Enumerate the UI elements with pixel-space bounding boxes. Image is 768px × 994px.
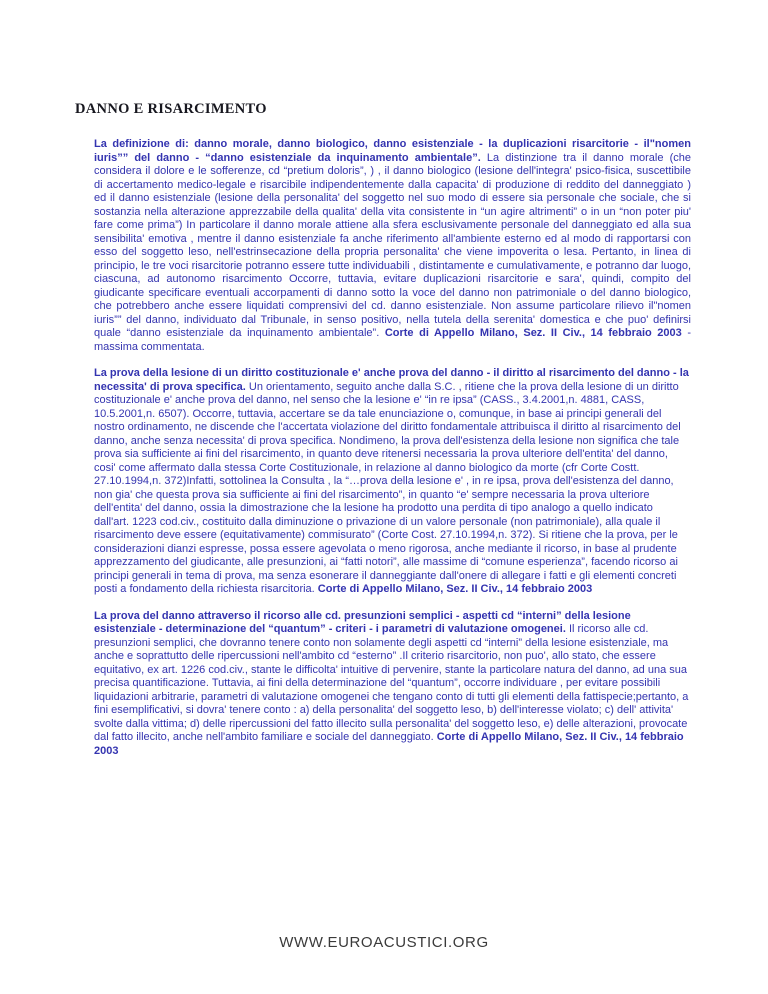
paragraph-text: Un orientamento, seguito anche dalla S.C. , ritiene che la prova della lesione di un diritto costituzionale e' anche prova del danno, nel senso che la lesione e' “in re ipsa” (CASS., 3.4.2001,n. 4881, CASS, 10.5.2001,n. 6507). Occorre, tuttavia, accertare se da tale enunciazione o, comunque, in base ai principi generali del nostro ordinamento, ne discende che l'accertata violazione del diritto fondamentale attribuisca il diritto al risarcimento del danno, anche senza necessita' di prova specifica. Nondimeno, la prova dell'esistenza della lesione non significa che tale prova sia sufficiente ai fini del risarcimento, in quanto deve ritenersi necessaria la prova ulteriore dell'entita' del danno, cosi' come affermato dalla stessa Corte Costituzionale, in relazione al danno biologico da morte (cfr Corte Costt. 27.10.1994,n. 372)Infatti, sottolinea la Consulta , la “…prova della lesione e' , in re ipsa, prova dell'esistenza del danno, non gia' che questa prova sia sufficiente ai fini del risarcimento”, in quanto “e' sempre necessaria la prova ulteriore dell'entita' del danno, ossia la dimostrazione che la lesione ha prodotto una perdita di tipo analogo a quello indicato dall'art. 1223 cod.civ., costituito dalla diminuzione o privazione di un valore personale (non patrimoniale), alla quale il risarcimento deve essere (equitativamente) commisurato” (Corte Cost. 27.10.1994,n. 372). Si ritiene che la prova, per le considerazioni dianzi espresse, possa essere agevolata o meno rigorosa, anche mediante il ricorso, in base al prudente apprezzamento del giudicante, alle presunzioni, ai “fatti notori”, alle massime di “comune esperienza”, facendo ricorso ai principi generali in tema di prova, ma senza esonerare il danneggiante dall'onere di allegare i fatti e gli elementi concreti posti a fondamento della richiesta risarcitoria. — [94, 380, 681, 595]
footer-website-url: WWW.EUROACUSTICI.ORG — [279, 934, 489, 951]
paragraph-lead: La definizione di: danno morale, danno biologico, danno esistenziale - la duplicazioni risarcitorie - il"nomen iuris”” del danno - “danno esistenziale da inquinamento ambientale”. — [94, 138, 691, 164]
paragraph-lead: La prova del danno attraverso il ricorso alle cd. presunzioni semplici - aspetti cd “interni” della lesione esistenziale - determinazione del “quantum” - criteri - i parametri di valutazione omogenei. — [94, 609, 631, 635]
court-citation: Corte di Appello Milano, Sez. II Civ., 14 febbraio 2003 — [94, 731, 684, 757]
document-body — [94, 138, 691, 771]
paragraph-lead: La prova della lesione di un diritto costituzionale e' anche prova del danno - il diritto al risarcimento del danno - la necessita' di prova specifica. — [94, 367, 689, 393]
paragraph-text: Il ricorso alle cd. presunzioni semplici, che dovranno tenere conto non solamente degli aspetti cd “interni” della lesione esistenziale, ma anche e soprattutto delle ripercussioni nell'ambito cd “esterno” .Il criterio risarcitorio, non puo', allo stato, che essere equitativo, ex art. 1226 cod.civ., stante le difficolta' intuitive di pervenire, stante la particolare natura del danno, ad una sua precisa quantificazione. Tuttavia, ai fini della determinazione del “quantum”, occorre individuare , per evitare possibili liquidazioni arbitrarie, parametri di valutazione omogenei che tengano conto di tutti gli elementi della fattispecie;pertanto, a fini esemplificativi, si dovra' tenere conto : a) della personalita' del soggetto leso, b) dell'interesse violato; c) dell' attivita' svolte dalla vittima; d) delle ripercussioni del fatto illecito sulla personalita' del soggetto leso, e) delle alterazioni, provocate dal fatto illecito, anche nell'ambito familiare e sociale del danneggiato. — [94, 623, 689, 743]
paragraph-tail: - massima commentata. — [94, 327, 692, 353]
paragraph-definizione-danno — [94, 138, 691, 354]
paragraph-prova-danno-presunzioni — [94, 610, 691, 759]
paragraph-text: La distinzione tra il danno morale (che considera il dolore e le sofferenze, cd “pretium doloris”, ) , il danno biologico (lesione dell'integra' psico-fisica, suscettibile di accertamento medico-legale e risarcibile indipendentemente dalla capacita' di produzione di reddito del danneggiato ) ed il danno esistenziale (lesione della personalita' del soggetto nel suo modo di essere sia personale che sociale, che si sostanzia nella alterazione apprezzabile della qualita' della vita consistente in “un agire altrimenti” o in un “non poter piu' fare come prima”) In particolare il danno morale attiene alla sfera esclusivamente personale del danneggiato ed alla sua sensibilita' emotiva , mentre il danno esistenziale fa anche riferimento all'ambiente esterno ed al modo di rapportarsi con esso del soggetto leso, nell'estrinsecazione della propria personalita' che viene impoverita o lesa. Pertanto, in linea di principio, le tre voci risarcitorie potranno essere tutte individuabili , distintamente e cumulativamente, e potranno dar luogo, ciascuna, ad autonomo risarcimento Occorre, tuttavia, evitare duplicazioni risarcitorie e sara', quindi, compito del giudicante specificare eventuali accorpamenti di danno sotto la voce del danno non patrimoniale o del danno biologico, che potrebbero anche essere liquidati comprensivi del cd. danno esistenziale. Non assume particolare rilievo il"nomen iuris”” del danno, individuato dal Tribunale, in senso positivo, nella tutela della serenita' domestica e che puo' definirsi quale “danno esistenziale da inquinamento ambientale”. — [94, 151, 691, 339]
paragraph-prova-lesione — [94, 367, 691, 597]
court-citation: Corte di Appello Milano, Sez. II Civ., 14 febbraio 2003 — [317, 583, 593, 595]
page-title: DANNO E RISARCIMENTO — [75, 101, 267, 117]
court-citation: Corte di Appello Milano, Sez. II Civ., 14 febbraio 2003 — [384, 327, 682, 339]
